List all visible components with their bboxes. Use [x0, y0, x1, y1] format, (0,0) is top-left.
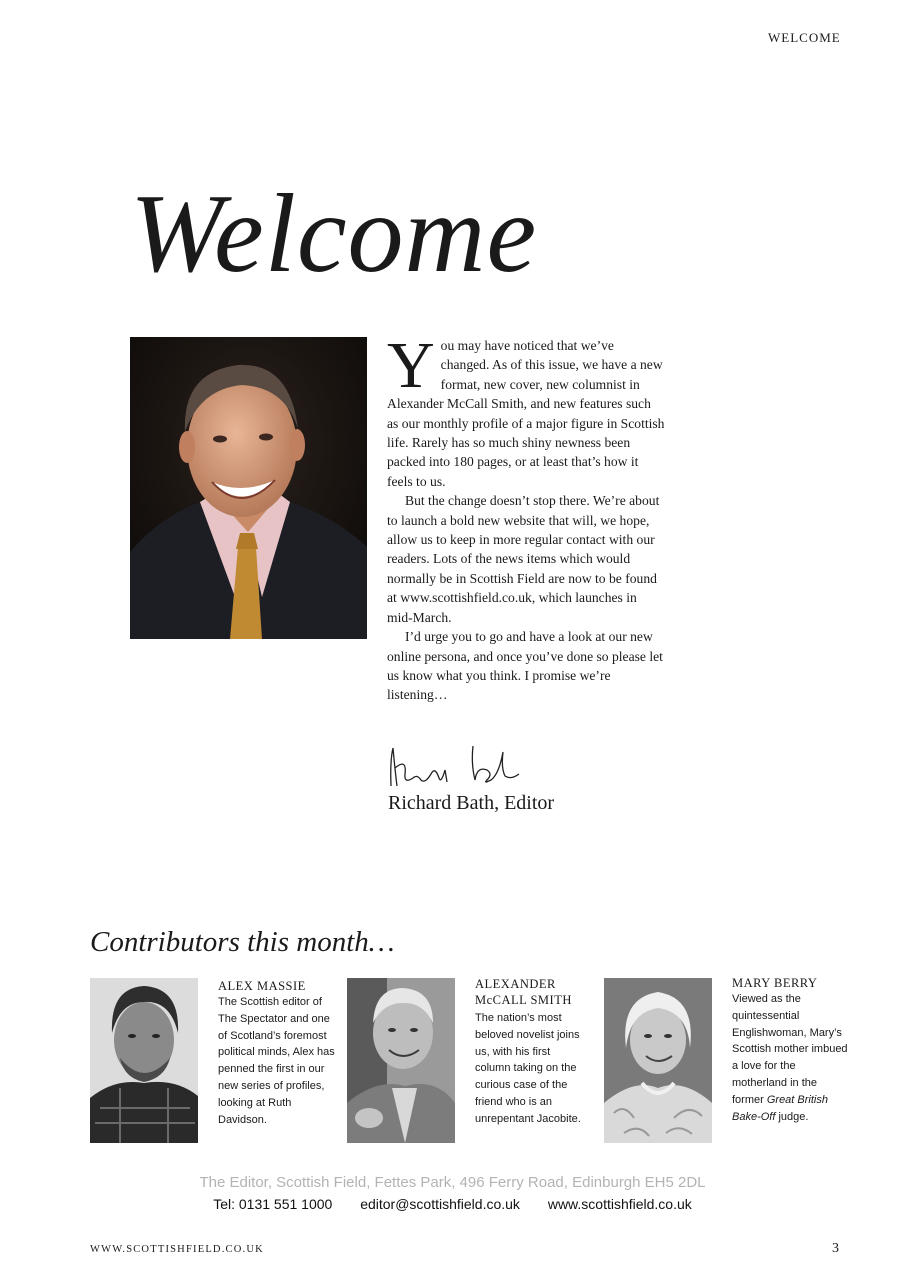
contributor-name-line: McCALL SMITH — [475, 993, 572, 1007]
contact-website-link[interactable]: www.scottishfield.co.uk — [547, 1196, 692, 1212]
contributor-photo-mary-berry — [604, 978, 712, 1143]
contributor-bio — [732, 991, 850, 1125]
contributor-name — [475, 976, 585, 1008]
contributor-name: MARY BERRY — [732, 976, 818, 990]
contact-telephone: Tel: 0131 551 1000 — [213, 1196, 333, 1212]
contributors-heading: Contributors this month… — [90, 926, 395, 958]
contributor-bio-text: judge. — [778, 1110, 809, 1123]
page-number: 3 — [832, 1241, 839, 1256]
contributor-name: ALEX MASSIE — [218, 979, 306, 993]
contributor-photo-alexander-mccall-smith — [347, 978, 455, 1143]
footer-website: WWW.SCOTTISHFIELD.CO.UK — [90, 1244, 264, 1255]
contact-address: The Editor, Scottish Field, Fettes Park, 496 Ferry Road, Edinburgh EH5 2DL — [199, 1174, 706, 1191]
contributor-bio: The nation’s most beloved novelist joins us, with his first column taking on the curious case of the friend who is an unrepentant Jacobite. — [475, 1012, 581, 1125]
letter-paragraph-3: I’d urge you to go and have a look at our new online persona, and once you’ve done so please let us know what you think. I promise we’re listening… — [387, 629, 663, 703]
contact-email-link[interactable]: editor@scottishfield.co.uk — [360, 1196, 520, 1212]
editor-letter — [387, 329, 665, 705]
contributor-photo-alex-massie — [90, 978, 198, 1143]
contributor-bio-text: Viewed as the quintessential Englishwoman, Mary’s Scottish mother imbued a love for the motherland in the former — [732, 993, 848, 1106]
section-label: WELCOME — [768, 30, 841, 45]
contact-row — [0, 1196, 905, 1212]
contributor-bio: The Scottish editor of The Spectator and one of Scotland’s foremost political minds, Alex has penned the first in our new series of profiles, looking at Ruth Davidson. — [218, 996, 335, 1126]
editor-portrait — [130, 337, 367, 639]
letter-paragraph-1: ou may have noticed that we’ve changed. As of this issue, we have a new format, new cover, new columnist in Alexander McCall Smith, and new features such as our monthly profile of a major figure in Scottish life. Rarely has so much shiny newness been packed into 180 pages, or at least that’s how it feels to us. — [387, 338, 665, 489]
contributor-name-line: ALEXANDER — [475, 977, 556, 991]
drop-cap: Y — [387, 329, 435, 402]
letter-paragraph-2: But the change doesn’t stop there. We’re about to launch a bold new website that will, we hope, allow us to keep in more regular contact with our readers. Lots of the news items which would normally be in Scottish Field are now to be found at www.scottishfield.co.uk, which launches in mid-March. — [387, 493, 660, 625]
page-title: Welcome — [130, 172, 538, 296]
contributor-bio-show-title: Great British Bake-Off — [732, 1093, 828, 1123]
editor-signature — [387, 740, 527, 792]
editor-name: Richard Bath, Editor — [388, 792, 555, 814]
